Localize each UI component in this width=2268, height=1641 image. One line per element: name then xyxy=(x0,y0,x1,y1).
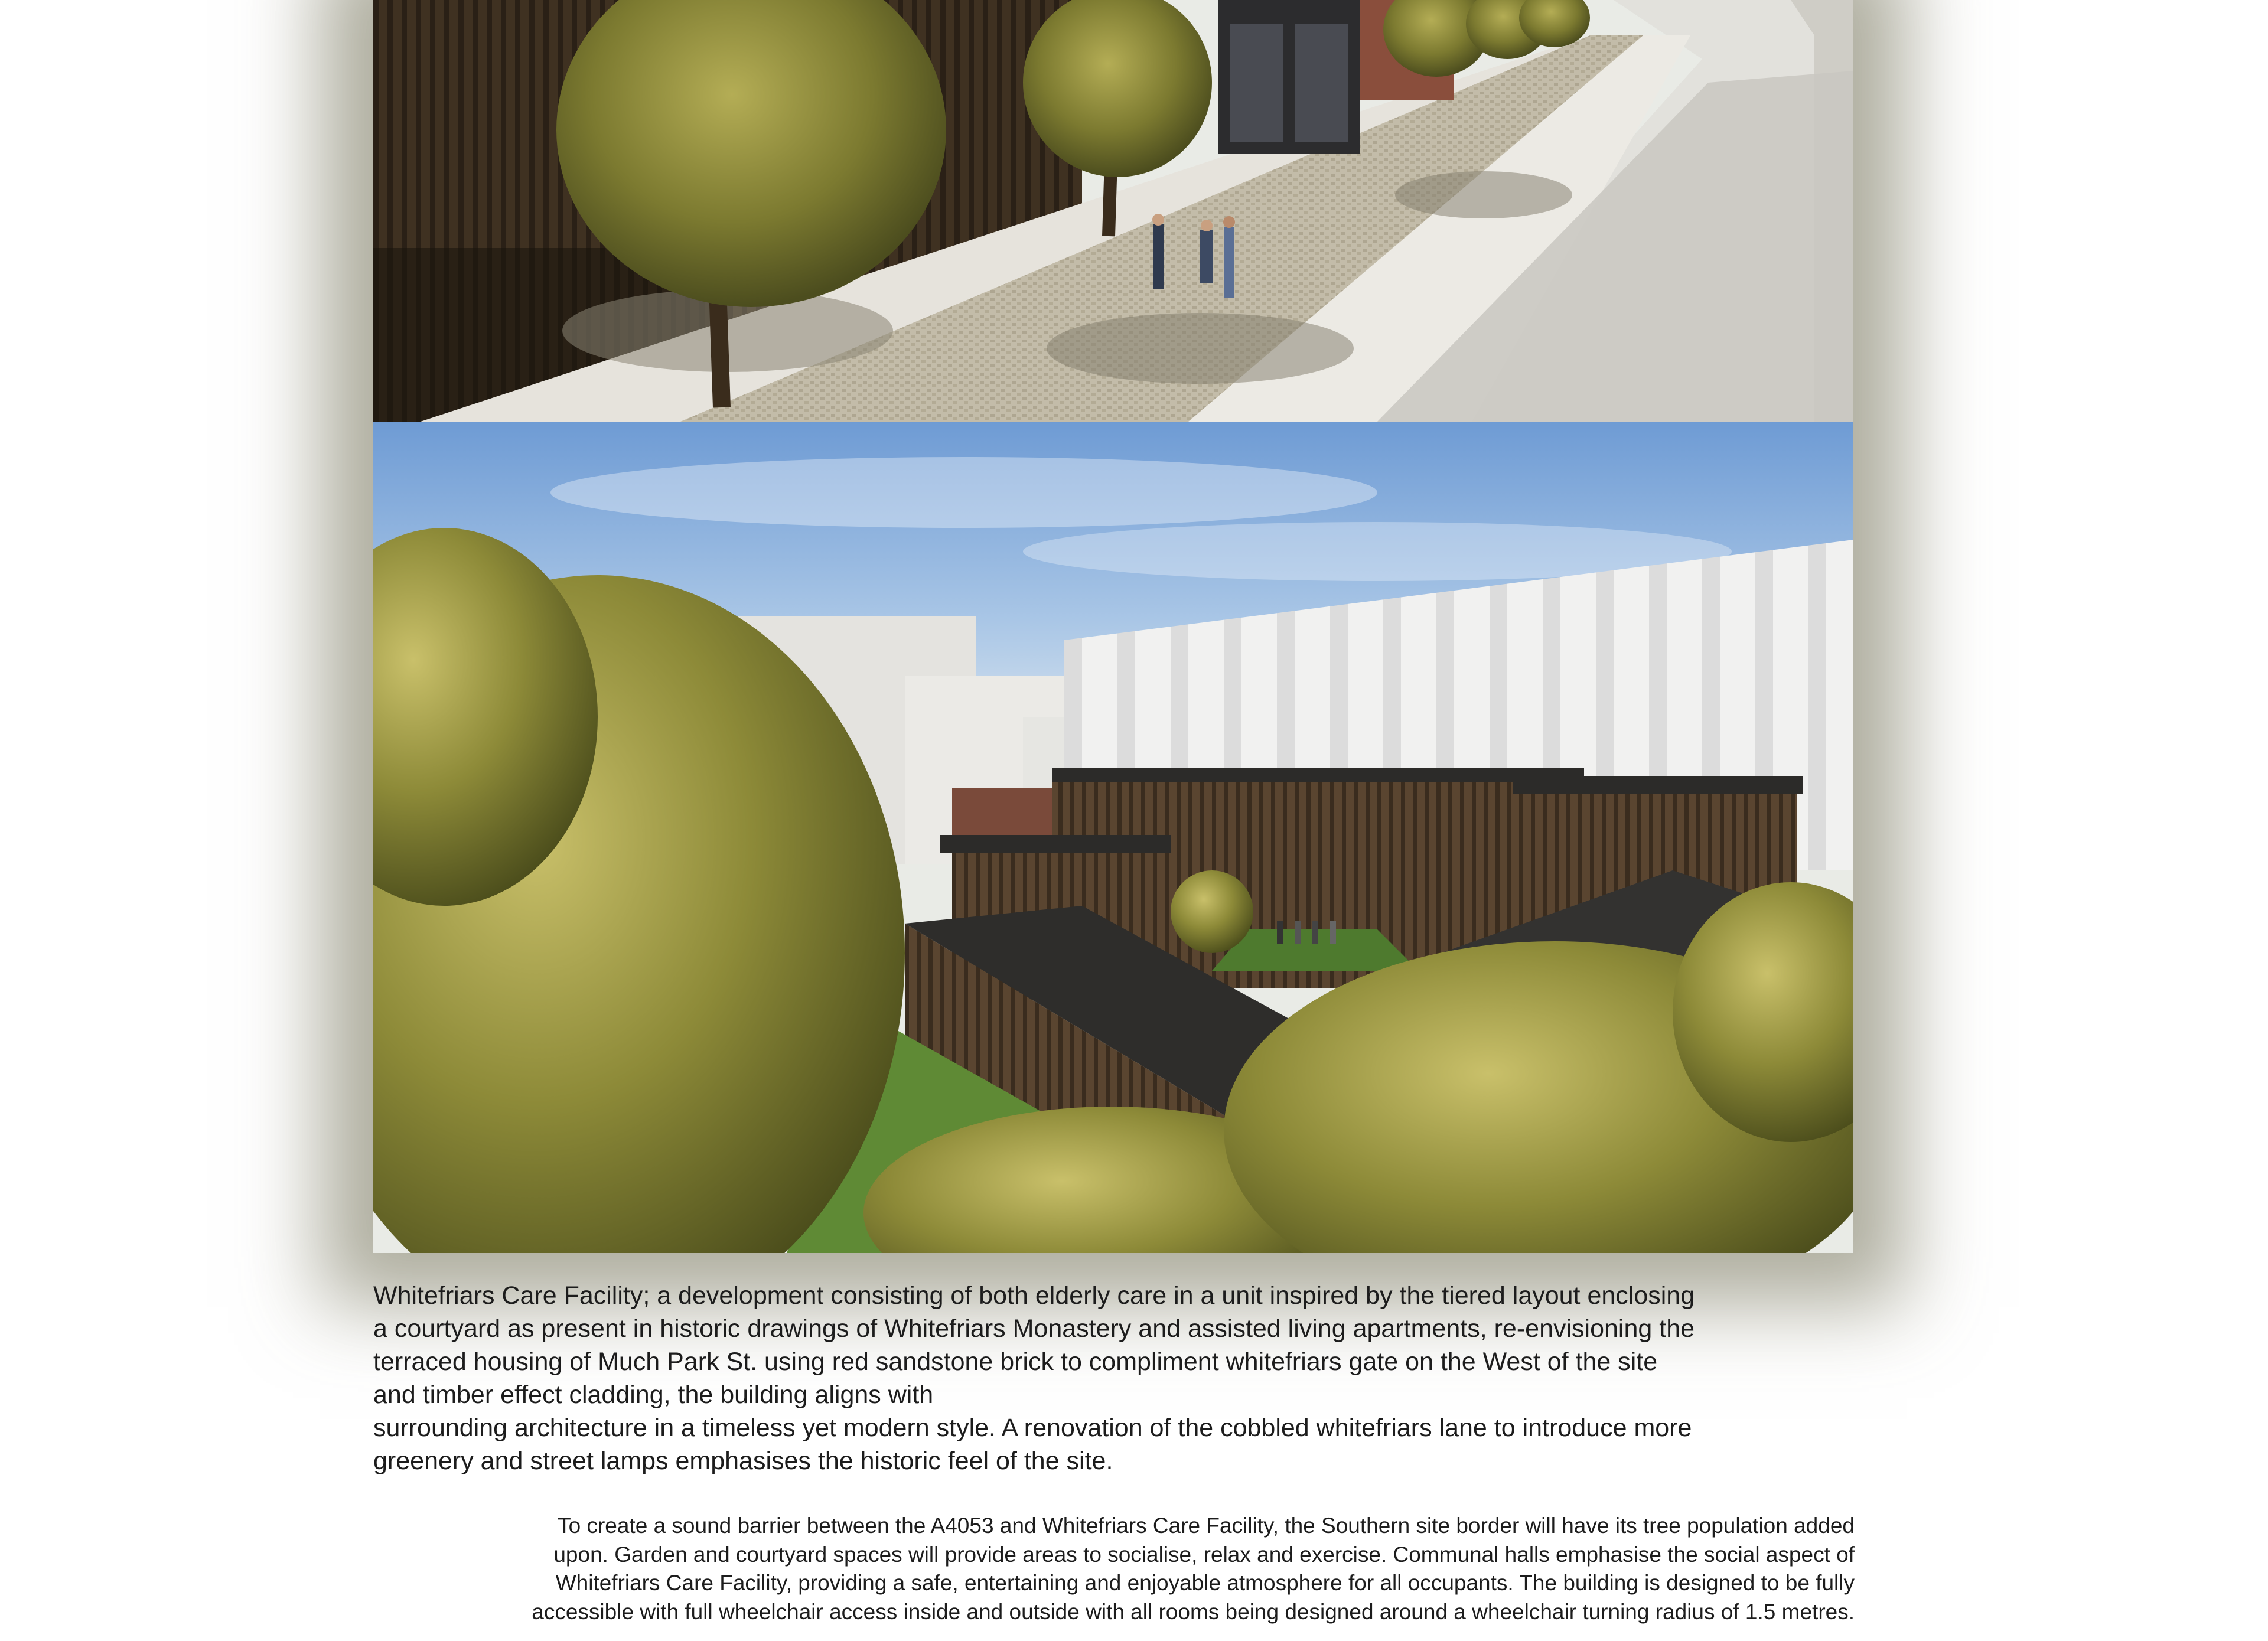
street-view-illustration xyxy=(373,0,1853,422)
cloud xyxy=(550,457,1377,528)
person xyxy=(1312,921,1318,944)
project-description xyxy=(373,1279,1856,1477)
street-view-render xyxy=(373,0,1853,422)
note-line: upon. Garden and courtyard spaces will provide areas to socialise, relax and exercise. Communal halls emphasise the social aspect of xyxy=(553,1542,1855,1567)
description-line: terraced housing of Much Park St. using red sandstone brick to compliment whitefriars gate on the West of the site xyxy=(373,1348,1658,1376)
tree-shadow xyxy=(1047,313,1354,384)
roof xyxy=(1513,776,1803,794)
note-line: accessible with full wheelchair access inside and outside with all rooms being designed around a wheelchair turning radius of 1.5 metres. xyxy=(532,1599,1855,1624)
person-head xyxy=(1223,216,1235,228)
courtyard-view-illustration xyxy=(373,422,1853,1253)
design-notes xyxy=(378,1512,1855,1626)
description-line: and timber effect cladding, the building aligns with xyxy=(373,1381,934,1409)
courtyard-view-render xyxy=(373,422,1853,1253)
roof xyxy=(1052,768,1584,782)
gatehouse-window xyxy=(1230,24,1283,142)
description-line: greenery and street lamps emphasises the historic feel of the site. xyxy=(373,1447,1113,1475)
roof xyxy=(940,835,1171,853)
person xyxy=(1277,921,1283,944)
description-line: a courtyard as present in historic drawings of Whitefriars Monastery and assisted living apartments, re-envisioning the xyxy=(373,1314,1695,1343)
note-line: To create a sound barrier between the A4053 and Whitefriars Care Facility, the Southern site border will have its tree population added xyxy=(558,1513,1855,1538)
person xyxy=(1153,224,1164,289)
person xyxy=(1224,227,1234,298)
gatehouse-window xyxy=(1295,24,1348,142)
tree-shadow xyxy=(1395,171,1572,218)
note-line: Whitefriars Care Facility, providing a safe, entertaining and enjoyable atmosphere for all occupants. The building is designed to be fully xyxy=(555,1571,1855,1595)
person xyxy=(1330,921,1336,944)
person xyxy=(1200,230,1213,283)
person xyxy=(1295,921,1301,944)
courtyard-tree xyxy=(1171,870,1253,953)
description-line: Whitefriars Care Facility; a development consisting of both elderly care in a unit inspired by the tiered layout enclosing xyxy=(373,1281,1695,1310)
person-head xyxy=(1201,220,1213,231)
person-head xyxy=(1152,214,1164,226)
description-line: surrounding architecture in a timeless yet modern style. A renovation of the cobbled whitefriars lane to introduce more xyxy=(373,1414,1692,1442)
